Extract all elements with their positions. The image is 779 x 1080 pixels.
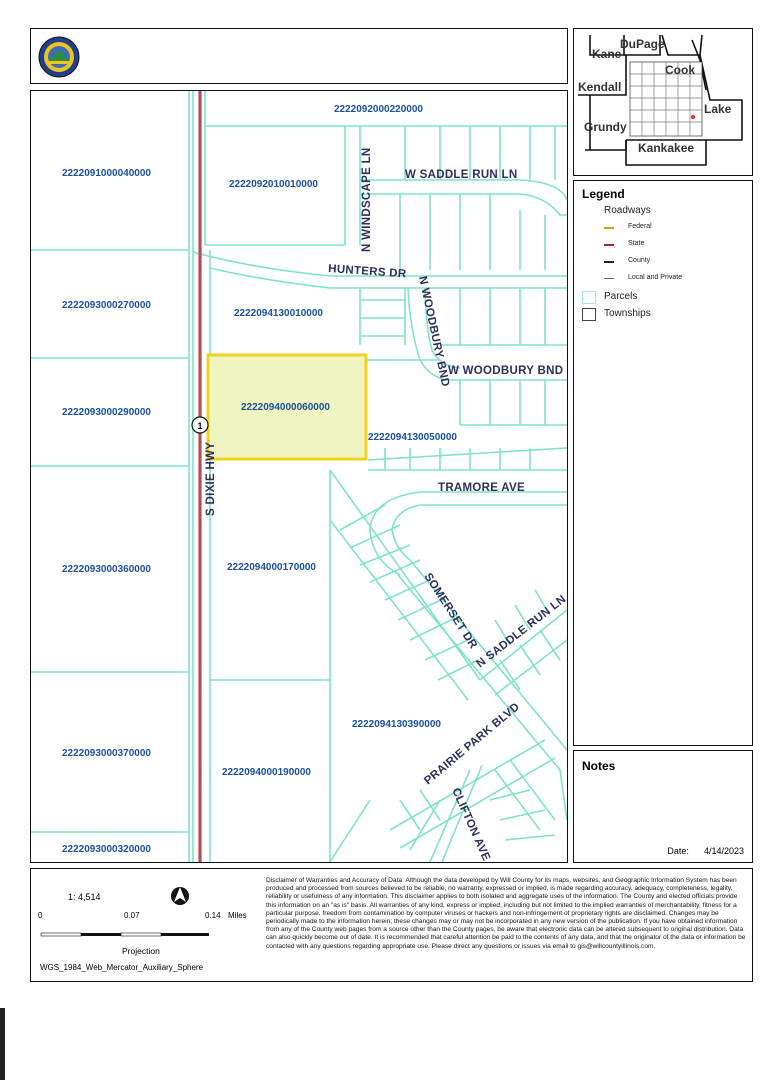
location-marker-icon <box>691 115 695 119</box>
scale-tick-1: 0.07 <box>124 911 140 920</box>
north-arrow-icon <box>171 887 189 905</box>
road-label-tramore: TRAMORE AVE <box>438 482 525 494</box>
road-label-somerset: SOMERSET DR <box>421 571 480 652</box>
disclaimer-text: Disclaimer of Warranties and Accuracy of Data: Although the data developed by Will County for its maps, websites, and Geographic Information System has been produced and processed from sources believed to be reliable, no warranty, expressed or implied, is made regarding accuracy, adequacy, completeness, legality, reliability or usefulness of any information. This disclaimer applies to both isolated and aggregate uses of the information. The County and elected officials provide this information on an "as is" basis. All warranties of any kind, express or implied, including but not limited to the implied warranties of merchantability, fitness for a particular purpose, freedom from contamination by computer viruses or hackers and non-infringement of proprietary rights are disclaimed. Changes may be periodically made to the information herein; these changes may or may not be incorporated in any new version of the publication. If you have obtained information from any of the County web pages from a source other than the County pages, be aware that electronic data can be altered subsequent to original distribution. Data can also quickly become out of date. It is recommended that careful attention be paid to the contents of any data, and that the originator of the data or information be contacted with any questions regarding appropriate use. Please direct any questions or issues via email to gis@willcountyillinois.com. <box>266 877 746 950</box>
parcel-label: 2222093000270000 <box>62 300 151 311</box>
road-label-hunters: HUNTERS DR <box>327 263 407 281</box>
parcel-label: 2222094130050000 <box>368 432 457 443</box>
scale-bar <box>41 933 209 936</box>
legend-county: County <box>628 257 651 264</box>
parcel-label: 2222094130010000 <box>234 308 323 319</box>
road-label-saddle-run-n: N SADDLE RUN LN <box>474 593 569 671</box>
legend-townships: Townships <box>604 308 651 319</box>
legend-parcels: Parcels <box>604 291 638 302</box>
legend-federal: Federal <box>628 223 652 230</box>
parcel-label: 2222094130390000 <box>352 719 441 730</box>
scale-units: Miles <box>228 911 247 920</box>
scale-tick-0: 0 <box>38 911 43 920</box>
legend-title: Legend <box>582 187 625 201</box>
parcel-label: 2222091000040000 <box>62 168 151 179</box>
road-label-saddle-run-w: W SADDLE RUN LN <box>405 169 518 181</box>
parcel-label: 2222093000360000 <box>62 564 151 575</box>
parcel-label: 2222092010010000 <box>229 179 318 190</box>
county-label-grundy: Grundy <box>584 120 627 134</box>
parcel-label: 2222093000370000 <box>62 748 151 759</box>
parcel-label: 2222094000170000 <box>227 562 316 573</box>
projection-label: Projection <box>122 946 160 956</box>
legend-roadways-heading: Roadways <box>604 205 651 216</box>
road-label-windscape: N WINDSCAPE LN <box>361 147 373 252</box>
legend-local: Local and Private <box>628 274 683 281</box>
road-label-dixie: S DIXIE HWY <box>205 441 217 516</box>
county-label-cook: Cook <box>665 63 695 77</box>
route-shield-number: 1 <box>197 421 203 431</box>
parcel-label: 2222094000060000 <box>241 402 330 413</box>
parcel-lines <box>31 91 567 862</box>
road-label-woodbury-w: W WOODBURY BND <box>448 365 564 377</box>
projection-value: WGS_1984_Web_Mercator_Auxiliary_Sphere <box>40 963 204 972</box>
county-label-lake: Lake <box>704 102 732 116</box>
parcel-label: 2222093000290000 <box>62 407 151 418</box>
county-label-kankakee: Kankakee <box>638 141 695 155</box>
scan-edge <box>0 1008 5 1080</box>
scale-tick-2: 0.14 <box>205 911 221 920</box>
scale-ratio: 1: 4,514 <box>68 892 101 902</box>
county-label-dupage: DuPage <box>620 37 665 51</box>
road-label-clifton: CLIFTON AVE <box>449 786 493 863</box>
road-label-prairie-park: PRAIRIE PARK BLVD <box>422 700 523 788</box>
date-label: Date: <box>667 846 689 856</box>
notes-title: Notes <box>582 759 616 773</box>
road-label-woodbury-n: N WOODBURY BND <box>416 275 452 388</box>
county-label-kendall: Kendall <box>578 80 622 94</box>
date-value: 4/14/2023 <box>703 846 744 856</box>
parcel-label: 2222094000190000 <box>222 767 311 778</box>
legend-state: State <box>628 240 645 247</box>
parcel-label: 2222092000220000 <box>334 104 423 115</box>
parcel-label: 2222093000320000 <box>62 844 151 855</box>
county-label-kane: Kane <box>592 47 622 61</box>
